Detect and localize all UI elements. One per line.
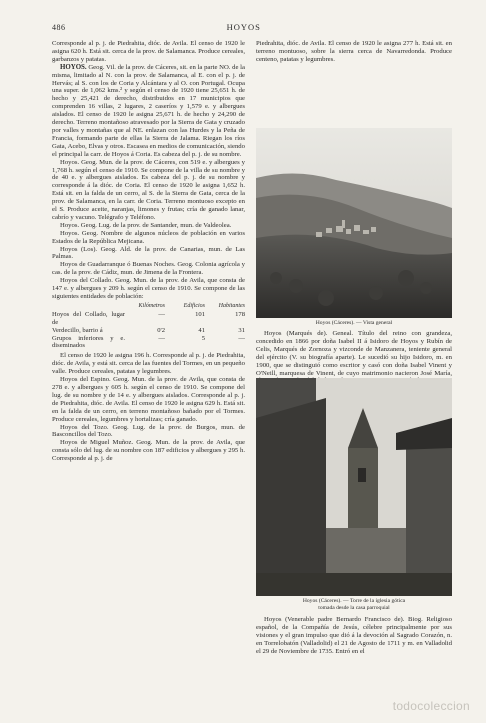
table-row xyxy=(52,311,245,327)
table-cell: Hoyos del Collado, lugar de xyxy=(52,310,125,326)
table-row xyxy=(52,335,245,351)
table-header: Kilómetros xyxy=(138,302,165,309)
paragraph: Piedrahita, dióc. de Avila. El censo de 1920 le asigna 277 h. Está sit. en terreno montuoso, sobre la sierra cerca de Navarredonda. Produce centeno, patatas y legumbres. xyxy=(256,40,452,63)
table-cell: Verdecillo, barrio á xyxy=(52,326,103,334)
paragraph: Hoyos de Miguel Muñoz. Geog. Mun. de la prov. de Avila, que consta sólo del lug. de su nombre con 187 edificios y albergues y 295 h. Corresponde al p. j. de xyxy=(52,439,245,463)
caption-line: tomada desde la casa parroquial xyxy=(318,604,390,611)
paragraph: Hoyos. Geog. Lug. de la prov. de Santander, mun. de Valdeolea. xyxy=(60,221,232,229)
entry-headword: HOYOS. xyxy=(60,63,87,71)
paragraph: Hoyos (Marqués de). Geneal. Título del reino con grandeza, concedido en 1866 por doña Isabel II á Isidoro de Hoyos y Rubín de Celis, Marqués de Zornoza y vizconde de Manzanera, teniente general del ejército (V. su biografía aparte). Le sucedió su hijo Isidoro, m. en 1900, que se distinguió como escritor y casó con doña Isabel Vinent y O'Neill, marquesa de Vinent, de cuyo matrimonio nacieron José María, xyxy=(256,330,452,377)
running-title: HOYOS xyxy=(226,22,261,32)
table-header: Edificios xyxy=(183,302,205,309)
entry-hoyos xyxy=(52,64,245,159)
paragraph: Hoyos. Geog. Nombre de algunos núcleos de población en varios Estados de la República Mejicana. xyxy=(52,229,245,245)
table-cell: — xyxy=(158,334,165,342)
paragraph: Hoyos del Tozo. Geog. Lug. de la prov. de Burgos, mun. de Basconcillos del Tozo. xyxy=(52,423,245,439)
paragraph: Hoyos del Espino. Geog. Mun. de la prov. de Avila, que consta de 278 e. y albergues y 605 h. según el censo de 1910. Se compone del lug. de su nombre y de 14 e. y albergues aislados. Corresponde al p. j. de Piedrahita, dióc. de Avila. El censo de 1920 le asigna 629 h. Está sit. en la falda de un cerro, en terreno montañoso bañado por el Tormes. Produce cereales, legumbres y hortalizas; cría ganado. xyxy=(52,376,245,423)
table-cell: 101 xyxy=(195,310,205,318)
right-column-bottom xyxy=(256,616,452,656)
village-photo-image xyxy=(256,128,452,318)
paragraph: Hoyos. Geog. Mun. de la prov. de Cáceres, con 519 e. y albergues y 1,768 h. según el censo de 1910. Se compone de la villa de su nombre y de 40 e. y albergues aislados. Es cabeza del p. j. de su nombre y corresponde á la dióc. de Coria. El censo de 1920 le asigna 1,652 h. Está sit. en la falda de un cerro, al S. de la Sierra de Gata, cerca de la prov. de Salamanca, en la carr. de Coria. Terreno montuoso excepto en el S. Produce aceite, naranjas, limones y frutas; cría de ganado lanar, cabrío y vacuno. Telégrafo y Teléfono. xyxy=(52,158,245,221)
paragraph: Hoyos (Los). Geog. Ald. de la prov. de Canarias, mun. de Las Palmas. xyxy=(52,245,245,261)
paragraph: Hoyos de Guadarranque ó Buenas Noches. Geog. Colonia agrícola y cas. de la prov. de Cádiz, mun. de Jimena de la Frontera. xyxy=(52,261,245,277)
photo-caption xyxy=(256,598,452,612)
right-column-top xyxy=(256,40,452,126)
watermark: todocoleccion xyxy=(392,699,470,713)
table-header: Habitantes xyxy=(218,302,245,309)
page-number: 486 xyxy=(52,23,66,32)
paragraph: Corresponde al p. j. de Piedrahita, dióc. de Avila. El censo de 1920 le asigna 620 h. Está sit. cerca de la prov. de Salamanca. Produce cereales, garbanzos y patatas. xyxy=(52,40,245,63)
photo-caption: Hoyos (Cáceres). — Vista general xyxy=(315,320,393,326)
tower-photo-image xyxy=(256,378,452,596)
paragraph: El censo de 1920 le asigna 196 h. Corresponde al p. j. de Piedrahita, dióc. de Avila, y está sit. cerca de las fuentes del Tormes, en un pequeño valle. Produce cereales, patatas y legumbres. xyxy=(52,352,245,376)
table-cell: 178 xyxy=(235,310,245,318)
paragraph: Hoyos del Collado. Geog. Mun. de la prov. de Avila, que consta de 147 e. y albergues y 209 h. según el censo de 1910. Se compone de las siguientes entidades de población: xyxy=(52,277,245,300)
table-cell: — xyxy=(238,334,245,342)
population-table xyxy=(52,303,245,350)
table-cell: 0'2 xyxy=(157,326,165,334)
right-column-middle xyxy=(256,330,452,376)
paragraph: Hoyos (Venerable padre Bernardo Francisco de). Biog. Religioso español, de la Compañía de Jesús, célebre principalmente por sus visiones y el gran impulso que dió á la devoción al Sagrado Corazón, n. en Torrelobatón (Valladolid) el 21 de Agosto de 1711 y m. en Valladolid el 29 de Noviembre de 1735. Entró en el xyxy=(256,616,452,655)
document-page xyxy=(52,22,452,712)
table-cell: 5 xyxy=(201,334,205,342)
table-cell: 41 xyxy=(198,326,205,334)
village-landscape-photo xyxy=(256,128,452,318)
table-row xyxy=(52,327,245,335)
entry-body: Geog. Vil. de la prov. de Cáceres, sit. en la parte NO. de la misma, limitado al N. con la prov. de Salamanca, al E. con el p. j. de Hervás; al S. con los de Coria y Alcántara y al O. con Portugal. Ocupa una super. de 1,062 kms.² y según el censo de 1920 tiene 25,651 h. de hecho y 25,421 de derecho, distribuidos en 17 municipios que comprenden 16 villas, 2 lugares, 2 caseríos y 1,579 e. y albergues aislados. El censo de 1920 le asigna 25,671 h. de hecho y 24,290 de derecho. Terreno montañoso atravesado por la Sierra de Gata y cruzado por valles y montañas que al NE. enlazan con las Hurdes y la Peña de Francia, formando parte de ellas la Sierra de Jalama. Riegan los ríos Gata, Acebo, Elvas y otros. Escasea en medios de comunicación, siendo el principal la carr. de Hoyos á Coria. Es cabeza del p. j. de su nombre. xyxy=(52,63,245,158)
left-column xyxy=(52,40,245,463)
caption-line: Hoyos (Cáceres). — Torre de la iglesia gótica xyxy=(302,598,406,604)
table-cell: — xyxy=(158,310,165,318)
table-cell: Grupos inferiores y e. diseminados xyxy=(52,334,125,350)
table-cell: 31 xyxy=(238,326,245,334)
church-tower-photo xyxy=(256,378,452,596)
page-header xyxy=(52,22,452,36)
